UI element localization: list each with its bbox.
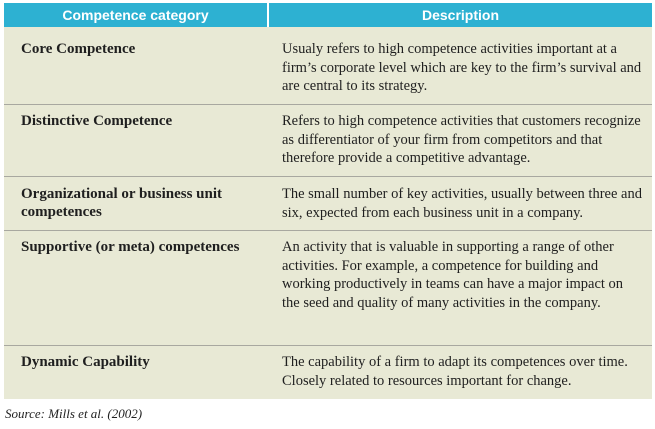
row-divider (4, 104, 652, 105)
row-category: Supportive (or meta) competences (21, 239, 240, 255)
row-description: The small number of key activities, usually between three and six, expected from each business unit in a company. (282, 186, 642, 221)
row-description: An activity that is valuable in supporting a range of other activities. For example, a competence for building and working productively in teams can have a major impact on the seed and quality of many activities in the company. (282, 239, 624, 311)
row-category: Organizational or business unit competences (21, 186, 223, 220)
source-citation: Source: Mills et al. (2002) (5, 406, 143, 421)
header-description: Description (421, 7, 499, 23)
competence-table (4, 3, 652, 399)
row-divider (4, 176, 652, 177)
table-header (4, 3, 652, 27)
row-description: Refers to high competence activities that customers recognize as differentiator of your firm from competitors and that therefore provide a competitive advantage. (282, 113, 641, 166)
row-description: Usualy refers to high competence activities important at a firm’s corporate level which are key to the firm’s survival and are central to its strategy. (282, 41, 642, 94)
row-category: Dynamic Capability (21, 354, 150, 370)
row-category: Core Competence (21, 41, 136, 57)
row-category: Distinctive Competence (21, 113, 173, 129)
row-description: The capability of a firm to adapt its competences over time. Closely related to resources important for change. (282, 354, 628, 389)
row-divider (4, 345, 652, 346)
header-competence-category: Competence category (62, 7, 209, 23)
row-divider (4, 230, 652, 231)
